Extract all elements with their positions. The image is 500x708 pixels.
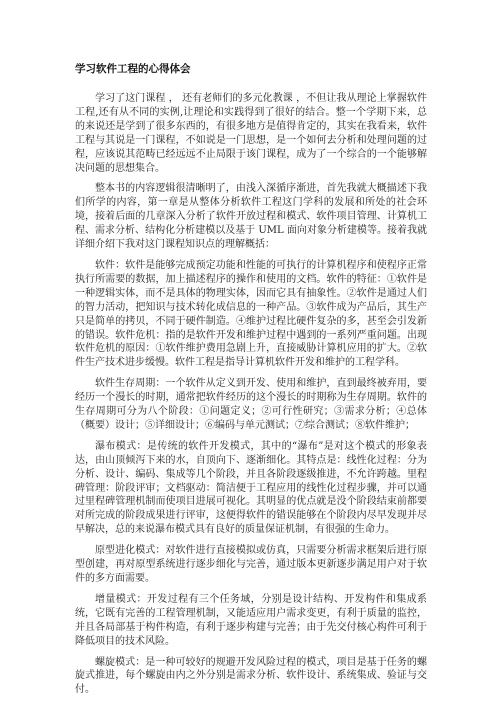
paragraph-incremental-model: 增量模式：开发过程有三个任务域，分别是设计结构、开发构件和集成系统，它既有完善的工程管理机制，又能适应用户需求变更，有利于质量的监控，并且各局部基于构件构造，有利于逐步构建与完善；由于先交付核心构件可利于降低项目的技术风险。 (75, 593, 427, 647)
paragraph-prototype-model: 原型进化模式：对软件进行直接模拟或仿真，只需要分析需求框架后进行原型创建，再对原型系统进行逐步细化与完善，通过版本更新逐步满足用户对于软件的多方面需要。 (75, 545, 427, 584)
paragraph-book-overview: 整本书的内容逻辑很清晰明了，由浅入深循序渐进，首先我就大概描述下我们所学的内容，第一章是从整体分析软件工程这门学科的发展和所处的社会环境，接着后面的几章深入分析了软件开放过程和模式、软件项目管理、计算机工程、需求分析、结构化分析建模以及基于 UML 面向对象分析建模等。接着我就详细介绍下我对这门课程知识点的理解概括： (75, 183, 427, 251)
paragraph-spiral-model: 螺旋模式：是一种可较好的规避开发风险过程的模式，项目是基于任务的螺旋式推进，每个螺旋由内之外分别是需求分析、软件设计、系统集成、验证与交付。 (75, 656, 427, 696)
paragraph-life-cycle: 软件生存周期：一个软件从定义到开发、使用和维护，直到最终被弃用，要经历一个漫长的时期，通常把软件经历的这个漫长的时期称为生存周期。软件的生存周期可分为八个阶段：①问题定义；②可行性研究；③需求分析；④总体（概要）设计；⑤详细设计；⑥编码与单元测试；⑦综合测试；⑧软件维护； (75, 378, 427, 431)
paragraph-waterfall-model: 瀑布模式：是传统的软件开发模式，其中的“瀑布”是对这个模式的形象表达，由山顶倾泻下来的水，自顶向下、逐渐细化。其特点是：线性化过程：分为分析、设计、编码、集成等几个阶段，并且各阶段逐级推进，不允许跨越。里程碑管理：阶段评审；文档驱动：简洁便于工程应用的线性化过程步骤，并可以通过里程碑管理机制而使项目进展可视化。其明显的优点就是没个阶段结束前都要对所完成的阶段成果进行评审，这便得软件的错误能够在个阶段内尽早发现并尽早解决，总的来说瀑布模式具有良好的质量保证机制，有很强的生命力。 (75, 440, 427, 536)
paragraph-software-definition: 软件：软件是能够完成预定功能和性能的可执行的计算机程序和使程序正常执行所需要的数据，加上描述程序的操作和使用的文档。软件的特征：①软件是一种逻辑实体，而不是具体的物理实体，因而它具有抽象性。②软件是通过人们的智力活动，把知识与技术转化成信息的一种产品。③软件成为产品后，其生产只是简单的拷贝，不同于硬件制造。④维护过程比硬件复杂的多，甚至会引发新的错误。软件危机：指的是软件开发和维护过程中遇到的一系列严重问题。出现软件危机的原因：①软件维护费用急剧上升，直接威胁计算机应用的扩大。②软件生产技术进步缓慢。软件工程是指导计算机软件开发和维护的工程学科。 (75, 259, 427, 369)
document-page (75, 62, 427, 704)
paragraph-intro: 学习了这门课程 ， 还有老师们的多元化教课 ，不但让我从理论上掌握软件工程,还有从不同的实例,让理论和实践得到了很好的结合。整一个学期下来，总的来说还是学到了很多东西的，有很多地方是值得肯定的，其实在我看来，软件工程与其说是一门课程，不如说是一门思想，是一个如何去分析和处理问题的过程，应该说其范畴已经远远不止局限于该门课程，成为了一个综合的一个能够解决问题的思想集合。 (75, 93, 427, 174)
document-title: 学习软件工程的心得体会 (75, 63, 191, 75)
